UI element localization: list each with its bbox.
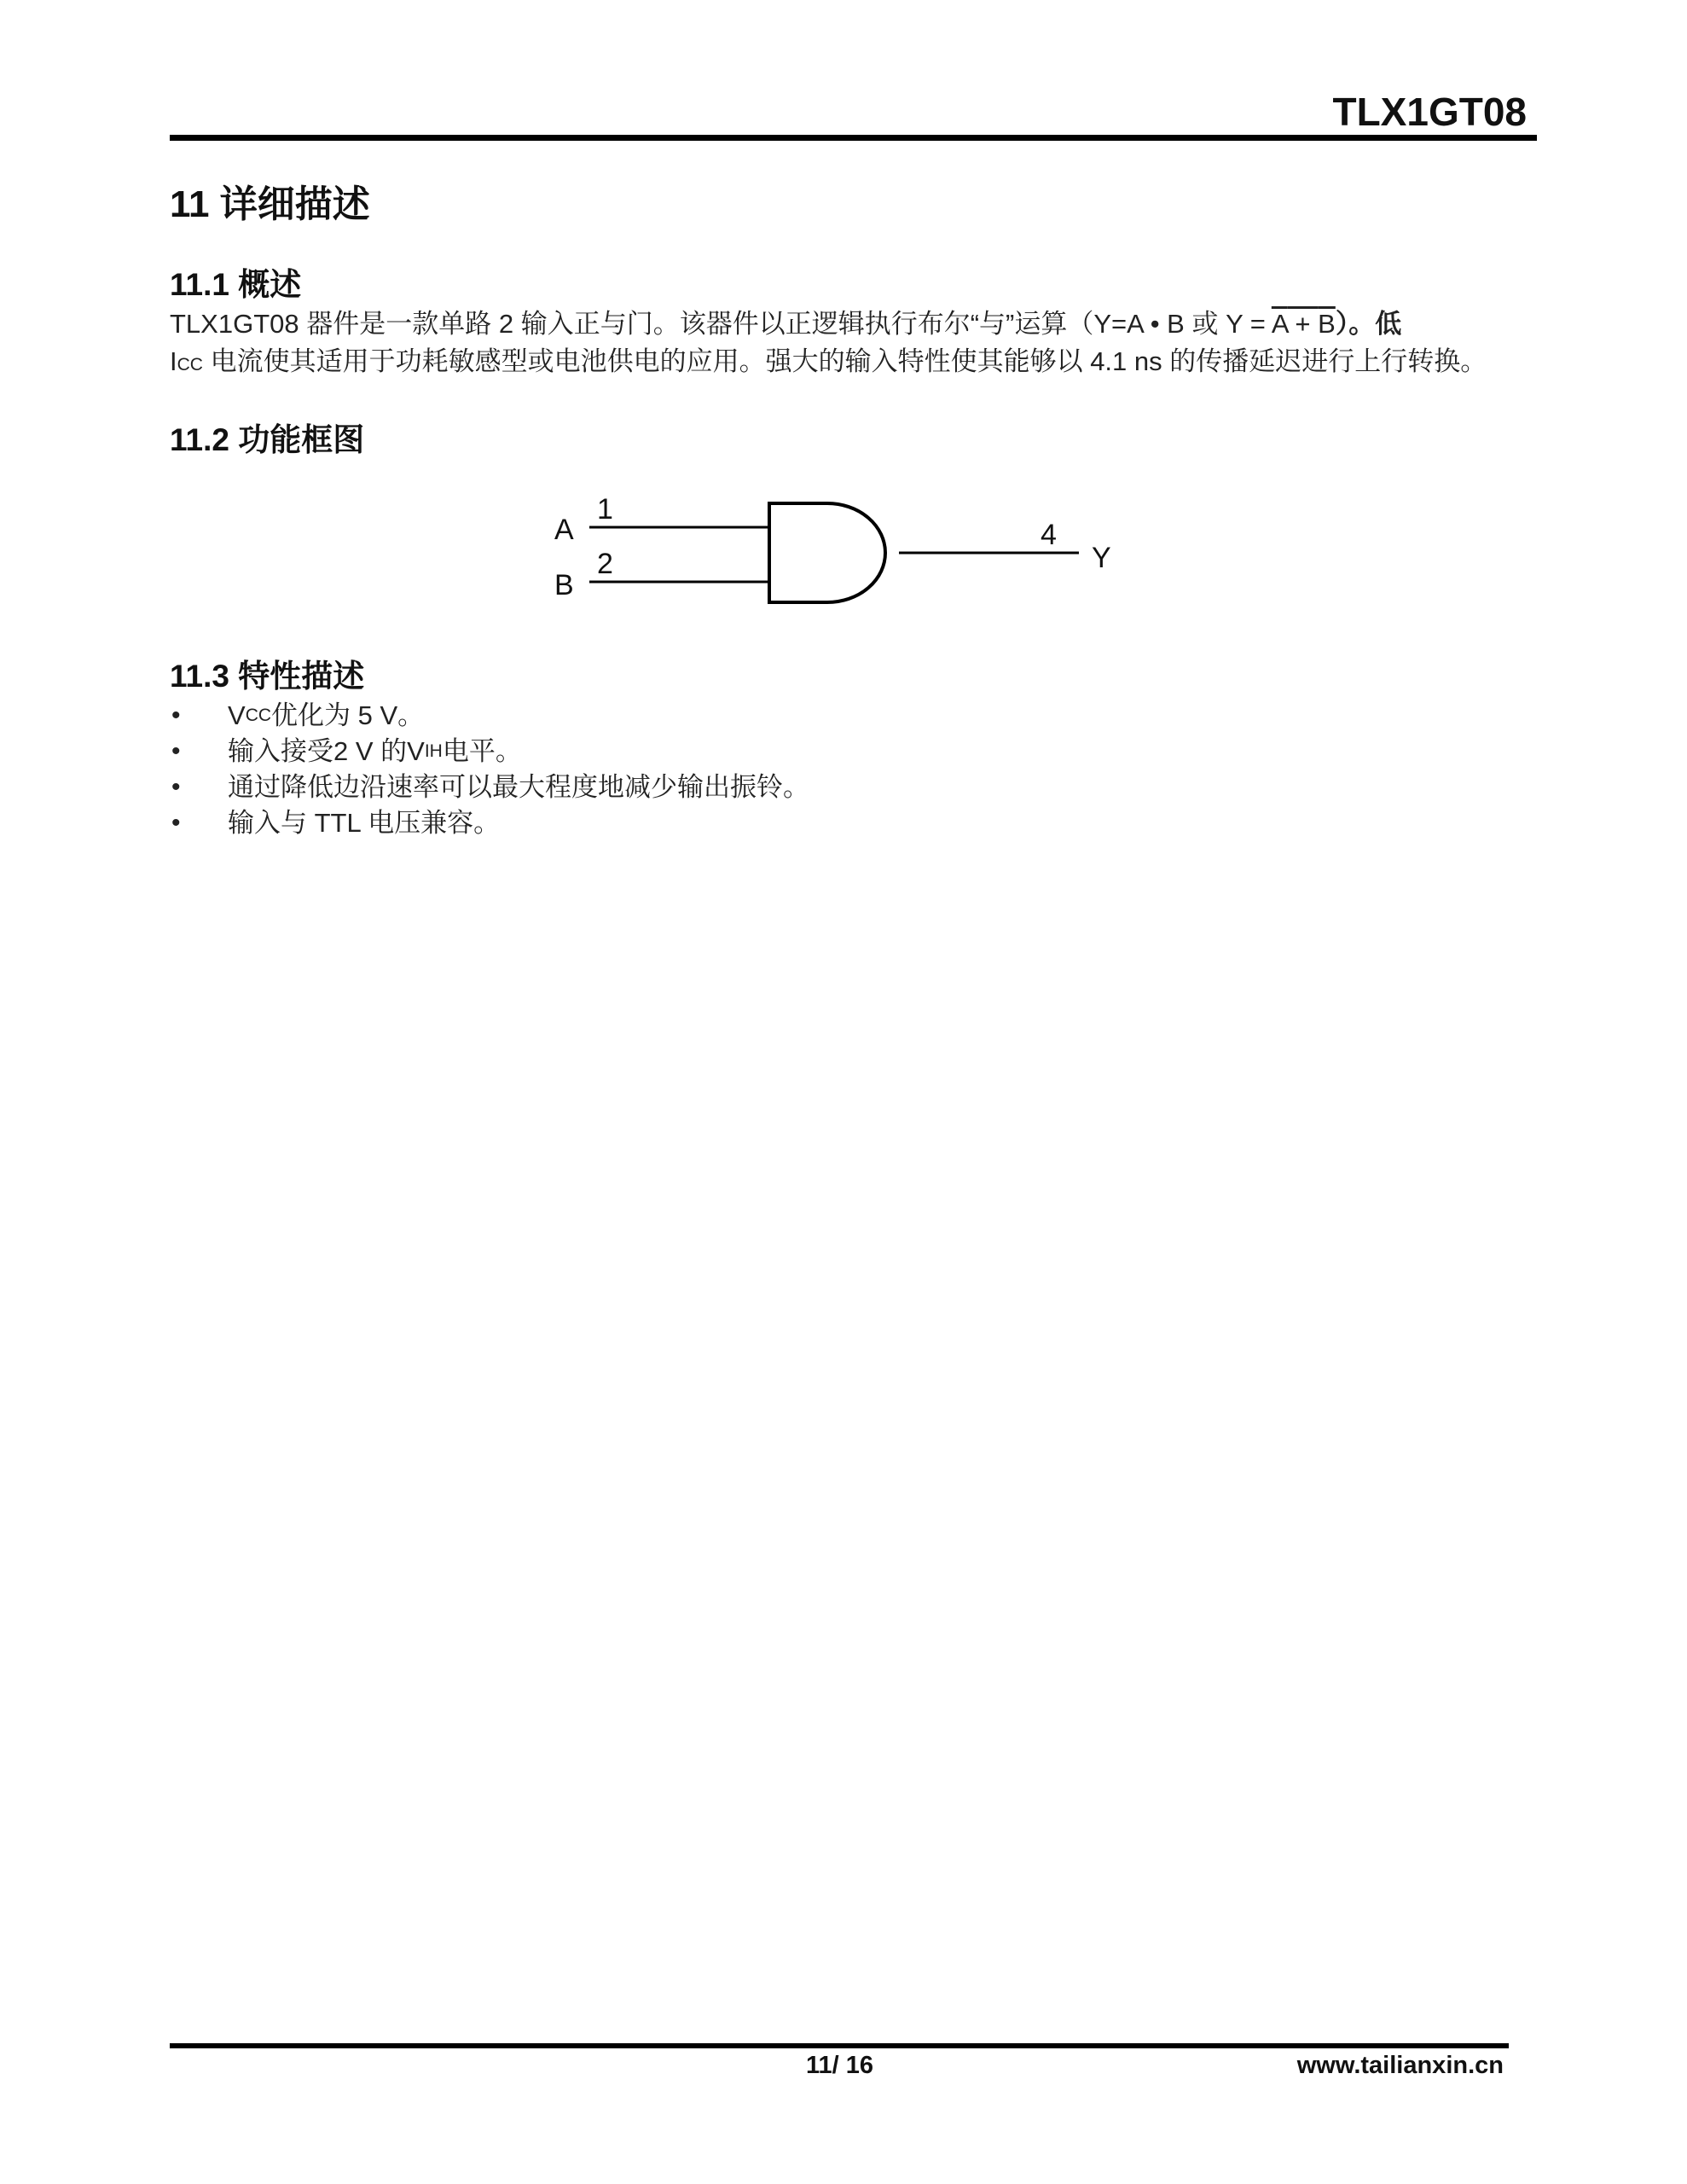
and-gate-symbol (769, 503, 885, 602)
input-b-pin-number: 2 (597, 548, 613, 580)
feature-item-ringing: • 通过降低边沿速率可以最大程度地减少输出振铃。 (170, 770, 809, 805)
bullet: • (171, 809, 181, 837)
bullet: • (171, 737, 181, 765)
footer-divider (170, 2043, 1509, 2048)
block-diagram-heading: 11.2 功能框图 (170, 422, 365, 457)
feature-item-ttl: • 输入与 TTL 电压兼容。 (170, 805, 809, 841)
overview-line-2: ICC 电流使其适用于功耗敏感型或电池供电的应用。强大的输入特性使其能够以 4.1 ns 的传播延迟进行上行转换。 (170, 346, 1487, 376)
website-link[interactable]: www.tailianxin.cn (1296, 2052, 1504, 2079)
bullet: • (171, 701, 181, 729)
bullet: • (171, 773, 181, 801)
features-heading: 11.3 特性描述 (170, 659, 365, 694)
document-title: TLX1GT08 (1332, 90, 1527, 134)
header-divider (170, 135, 1537, 141)
overview-line-1: TLX1GT08 器件是一款单路 2 输入正与门。该器件以正逻辑执行布尔“与”运算（Y=A • B 或 Y = A + B）。低 (170, 309, 1402, 339)
section-heading: 11 详细描述 (170, 183, 370, 225)
feature-item-vih: • 输入接受2 V 的V IH 电平。 (170, 734, 809, 770)
input-b-label: B (554, 569, 574, 601)
and-gate-diagram (546, 482, 1143, 627)
overview-heading: 11.1 概述 (170, 267, 302, 302)
input-a-pin-number: 1 (597, 493, 613, 526)
overview-paragraph (170, 305, 1543, 384)
output-y-label: Y (1092, 542, 1111, 574)
page-number: 11/ 16 (806, 2052, 874, 2079)
features-list (170, 698, 809, 841)
output-pin-number: 4 (1041, 519, 1057, 551)
nand-overline-expression: A + B (1271, 309, 1336, 339)
input-a-label: A (554, 514, 574, 546)
feature-item-vcc: • V CC 优化为 5 V。 (170, 698, 809, 734)
